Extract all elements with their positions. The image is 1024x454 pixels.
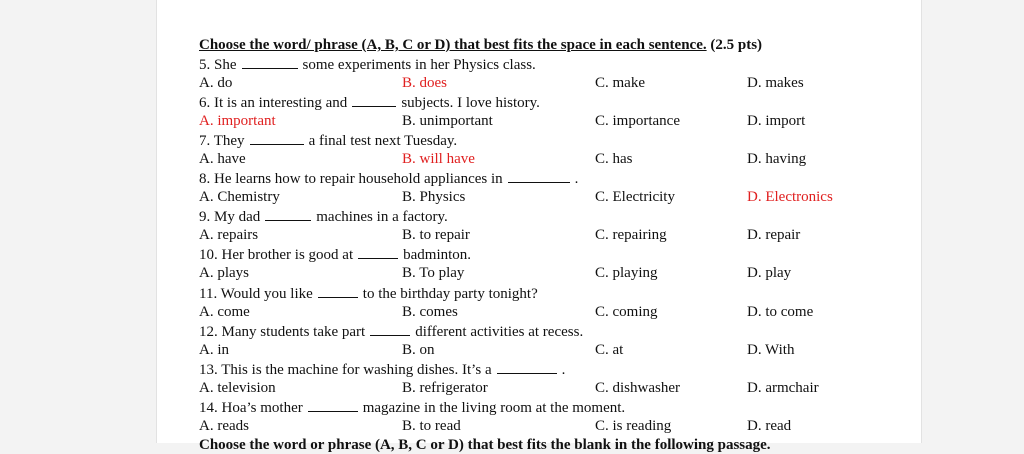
answer-option: A. Chemistry [199,189,280,205]
question-text-after: some experiments in her Physics class. [302,57,536,73]
question-text-after: subjects. I love history. [401,95,540,111]
answer-option: B. to read [402,418,461,434]
answer-blank [242,55,298,69]
answer-option: C. coming [595,304,658,320]
answer-option: C. is reading [595,418,672,434]
answer-option-selected: B. will have [402,151,475,167]
answer-option: B. to repair [402,227,470,243]
question-stem [199,398,625,417]
answer-option: B. unimportant [402,113,493,129]
instruction-text: Choose the word/ phrase (A, B, C or D) that best fits the space in each sentence. [199,37,707,53]
question-text-after: magazine in the living room at the moment. [362,400,626,416]
answer-option: D. having [747,151,807,167]
answer-option: D. read [747,418,792,434]
answer-blank [497,360,557,374]
question-stem [199,360,565,379]
answer-option: A. repairs [199,227,259,243]
answer-blank [318,284,358,298]
worksheet-page [156,0,922,453]
instruction-heading [199,36,762,54]
answer-option: B. refrigerator [402,380,488,396]
question-stem [199,169,578,188]
question-text-after: . [574,171,579,187]
answer-option: D. import [747,113,806,129]
answer-option: C. dishwasher [595,380,680,396]
question-text-after: badminton. [403,247,472,263]
question-stem [199,207,448,226]
question-text-before: 6. It is an interesting and [199,95,348,111]
question-text-after: different activities at recess. [415,324,584,340]
answer-blank [370,322,410,336]
answer-option: A. come [199,304,250,320]
question-text-after: to the birthday party tonight? [362,286,538,302]
answer-option: A. have [199,151,246,167]
question-stem [199,131,457,150]
question-text-before: 8. He learns how to repair household appliances in [199,171,503,187]
answer-blank [265,207,311,221]
answer-option: C. playing [595,265,658,281]
answer-option: A. reads [199,418,249,434]
question-text-before: 12. Many students take part [199,324,366,340]
answer-option: B. on [402,342,435,358]
answer-option: B. Physics [402,189,466,205]
answer-option: A. in [199,342,229,358]
question-stem [199,93,540,112]
answer-option-selected: A. important [199,113,276,129]
answer-option: C. at [595,342,624,358]
question-stem [199,55,536,74]
answer-blank [308,398,358,412]
answer-option: C. importance [595,113,680,129]
points-label: (2.5 pts) [710,37,763,53]
answer-blank [250,131,304,145]
answer-option: D. armchair [747,380,819,396]
question-text-before: 7. They [199,133,245,149]
answer-option: B. comes [402,304,458,320]
answer-option-selected: D. Electronics [747,189,833,205]
question-text-before: 9. My dad [199,209,261,225]
question-text-before: 10. Her brother is good at [199,247,354,263]
answer-blank [358,245,398,259]
question-text-after: machines in a factory. [316,209,448,225]
answer-option-selected: B. does [402,75,447,91]
answer-option: D. makes [747,75,804,91]
question-text-before: 11. Would you like [199,286,313,302]
answer-option: D. play [747,265,792,281]
question-stem [199,322,583,341]
question-text-before: 13. This is the machine for washing dishes. It’s a [199,362,492,378]
answer-option: C. has [595,151,633,167]
question-text-after: a final test next Tuesday. [308,133,458,149]
question-text-after: . [561,362,566,378]
question-stem [199,284,538,303]
question-text-before: 14. Hoa’s mother [199,400,303,416]
next-section-heading-cut-off: Choose the word or phrase (A, B, C or D) that best fits the blank in the following passage. [199,437,771,453]
question-stem [199,245,471,264]
answer-option: D. repair [747,227,801,243]
answer-option: B. To play [402,265,465,281]
question-text-before: 5. She [199,57,237,73]
answer-option: C. Electricity [595,189,675,205]
answer-blank [508,169,570,183]
answer-option: A. do [199,75,233,91]
answer-option: C. make [595,75,645,91]
answer-option: A. plays [199,265,249,281]
answer-blank [352,93,396,107]
answer-option: D. to come [747,304,814,320]
answer-option: C. repairing [595,227,667,243]
answer-option: A. television [199,380,276,396]
answer-option: D. With [747,342,795,358]
